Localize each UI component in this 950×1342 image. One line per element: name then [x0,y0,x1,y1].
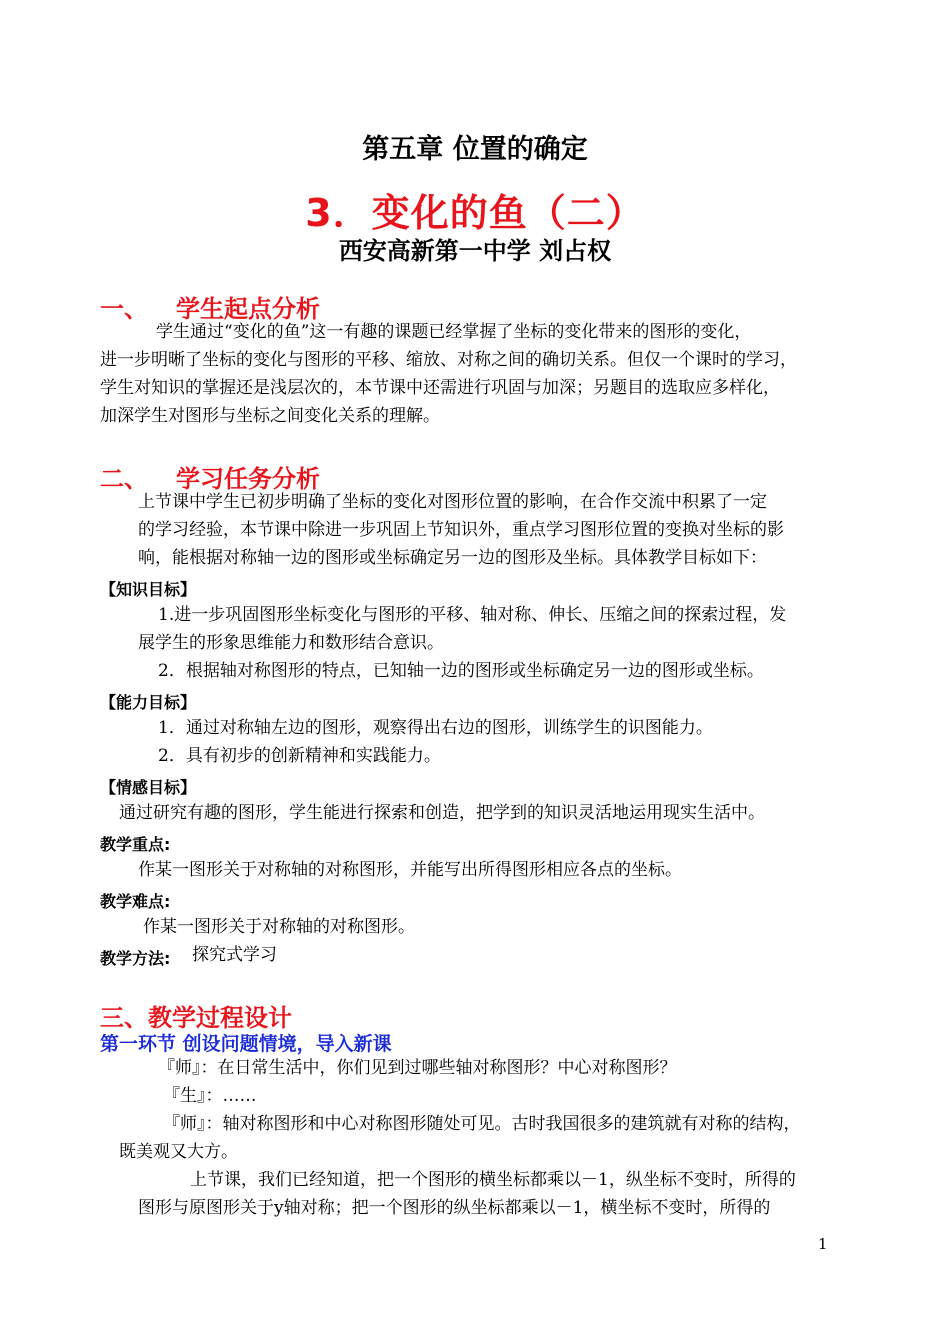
knowledge-goal-label: 【知识目标】 [100,580,197,599]
ability-goal-line: 2．具有初步的创新精神和实践能力。 [158,746,441,766]
emotion-goal-label: 【情感目标】 [100,778,197,797]
dialogue-line: 『生』：…… [163,1086,257,1106]
step-1-heading: 第一环节 创设问题情境，导入新课 [100,1033,392,1055]
method-value: 探究式学习 [192,945,277,965]
paragraph-line: 上节课中学生已初步明确了坐标的变化对图形位置的影响，在合作交流中积累了一定 [138,492,767,512]
page-number: 1 [818,1235,828,1253]
section-2-number: 二、 [100,465,148,493]
lesson-title: 3．变化的鱼（二） [305,191,645,235]
paragraph-line: 学生通过“变化的鱼”这一有趣的课题已经掌握了坐标的变化带来的图形的变化， [156,322,752,342]
paragraph-line: 加深学生对图形与坐标之间变化关系的理解。 [100,406,440,426]
dialogue-line: 『师』：轴对称图形和中心对称图形随处可见。古时我国很多的建筑就有对称的结构， [163,1114,801,1134]
knowledge-goal-line: 展学生的形象思维能力和数形结合意识。 [138,633,444,653]
key-point-line: 作某一图形关于对称轴的对称图形，并能写出所得图形相应各点的坐标。 [138,860,682,880]
paragraph-line: 图形与原图形关于y轴对称；把一个图形的纵坐标都乘以－1，横坐标不变时，所得的 [138,1198,771,1218]
dialogue-line: 既美观又大方。 [119,1142,238,1162]
paragraph-line: 响，能根据对称轴一边的图形或坐标确定另一边的图形及坐标。具体教学目标如下： [138,548,767,568]
paragraph-line: 上节课，我们已经知道，把一个图形的横坐标都乘以－1，纵坐标不变时，所得的 [190,1170,796,1190]
knowledge-goal-line: 1.进一步巩固图形坐标变化与图形的平移、轴对称、伸长、压缩之间的探索过程，发 [158,605,787,625]
section-1-number: 一、 [100,295,148,323]
emotion-goal-line: 通过研究有趣的图形，学生能进行探索和创造，把学到的知识灵活地运用现实生活中。 [119,803,765,823]
knowledge-goal-line: 2．根据轴对称图形的特点，已知轴一边的图形或坐标确定另一边的图形或坐标。 [158,661,764,681]
author-line: 西安高新第一中学 刘占权 [338,237,612,265]
paragraph-line: 进一步明晰了坐标的变化与图形的平移、缩放、对称之间的确切关系。但仅一个课时的学习， [100,350,797,370]
section-3-heading: 三、教学过程设计 [100,1004,292,1032]
key-point-label: 教学重点: [100,835,171,854]
paragraph-line: 学生对知识的掌握还是浅层次的，本节课中还需进行巩固与加深；另题目的选取应多样化， [100,378,780,398]
ability-goal-line: 1．通过对称轴左边的图形，观察得出右边的图形，训练学生的识图能力。 [158,718,713,738]
ability-goal-label: 【能力目标】 [100,693,197,712]
method-label: 教学方法: [100,949,171,968]
difficult-point-label: 教学难点: [100,892,171,911]
difficult-point-line: 作某一图形关于对称轴的对称图形。 [143,917,415,937]
section-1-heading: 学生起点分析 [176,295,320,323]
chapter-title: 第五章 位置的确定 [362,134,588,165]
paragraph-line: 的学习经验，本节课中除进一步巩固上节知识外，重点学习图形位置的变换对坐标的影 [138,520,784,540]
dialogue-line: 『师』：在日常生活中，你们见到过哪些轴对称图形？中心对称图形？ [158,1058,677,1078]
section-2-heading: 学习任务分析 [176,465,320,493]
